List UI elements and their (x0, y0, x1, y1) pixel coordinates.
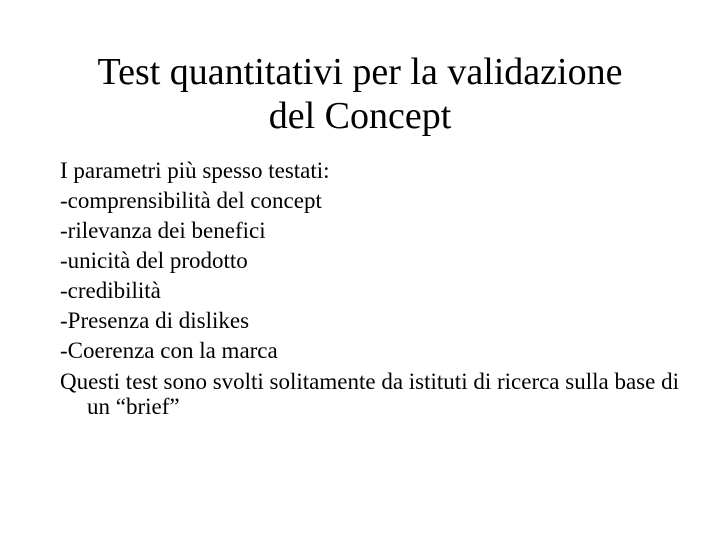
slide-title-line-1: Test quantitativi per la validazione (97, 51, 623, 93)
slide-body (60, 156, 680, 419)
intro-text: I parametri più spesso testati: (60, 158, 330, 183)
list-item: -comprensibilità del concept (60, 188, 322, 213)
list-item: -Coerenza con la marca (60, 338, 278, 363)
list-item: -credibilità (60, 278, 161, 303)
list-item: -unicità del prodotto (60, 248, 248, 273)
slide-title-line-2: del Concept (268, 95, 452, 137)
list-item: -rilevanza dei benefici (60, 218, 266, 243)
closing-note: Questi test sono svolti solitamente da istituti di ricerca sulla base di un “brief” (60, 369, 679, 419)
slide-title (60, 50, 660, 138)
list-item: -Presenza di dislikes (60, 308, 250, 333)
